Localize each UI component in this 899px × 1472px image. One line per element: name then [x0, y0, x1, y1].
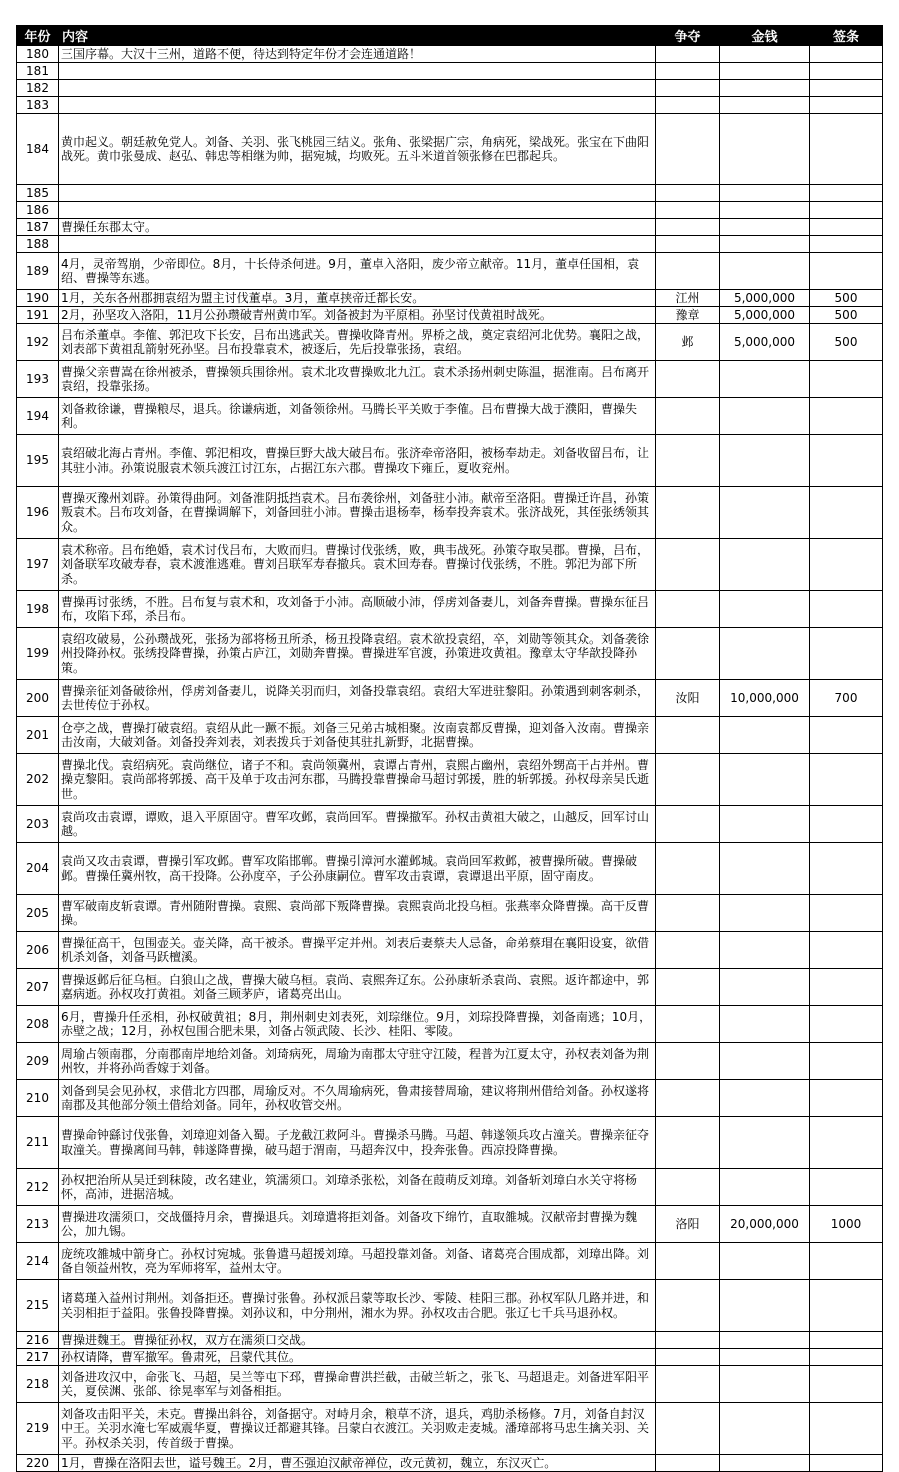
cell-year[interactable]: 202	[17, 754, 59, 806]
cell-contest[interactable]: 江州	[656, 290, 720, 307]
cell-year[interactable]: 194	[17, 398, 59, 435]
cell-lot[interactable]	[810, 435, 883, 487]
cell-content[interactable]: 曹操亲征刘备破徐州，俘虏刘备妻儿，说降关羽而归，刘备投靠袁绍。袁绍大军进驻黎阳。孙策遇到刺客刺杀，去世传位于孙权。	[59, 680, 656, 717]
cell-money[interactable]	[720, 969, 810, 1006]
table-row	[17, 1080, 883, 1117]
cell-content[interactable]	[59, 97, 656, 114]
cell-contest[interactable]: 洛阳	[656, 1206, 720, 1243]
cell-year[interactable]: 197	[17, 539, 59, 591]
cell-money[interactable]: 20,000,000	[720, 1206, 810, 1243]
cell-year[interactable]: 218	[17, 1366, 59, 1403]
cell-lot[interactable]	[810, 843, 883, 895]
cell-lot[interactable]	[810, 236, 883, 253]
cell-lot[interactable]	[810, 1006, 883, 1043]
cell-money[interactable]	[720, 253, 810, 290]
cell-content[interactable]	[59, 80, 656, 97]
cell-year[interactable]: 187	[17, 219, 59, 236]
cell-contest[interactable]	[656, 185, 720, 202]
cell-contest[interactable]: 邺	[656, 324, 720, 361]
cell-content[interactable]	[59, 63, 656, 80]
header-lot[interactable]: 签条	[810, 26, 883, 46]
table-row	[17, 680, 883, 717]
table-row	[17, 1403, 883, 1455]
cell-contest[interactable]	[656, 1349, 720, 1366]
cell-content[interactable]: 袁尚又攻击袁谭，曹操引军攻邺。曹军攻陷邯郸。曹操引漳河水灌邺城。袁尚回军救邺，被曹操所破。曹操破邺。曹操任冀州牧，高干投降。公孙度卒，子公孙康嗣位。曹军攻击袁谭，袁谭退出平原，固守南皮。	[59, 843, 656, 895]
cell-lot[interactable]	[810, 361, 883, 398]
table-row	[17, 932, 883, 969]
cell-year[interactable]: 182	[17, 80, 59, 97]
cell-content[interactable]: 曹操命钟繇讨伐张鲁，刘璋迎刘备入蜀。子龙截江救阿斗。曹操杀马腾。马超、韩遂领兵攻占潼关。曹操亲征夺取潼关。曹操离间马韩，韩遂降曹操，破马超于渭南，马超奔汉中，投奔张鲁。西凉投降曹操。	[59, 1117, 656, 1169]
cell-year[interactable]: 183	[17, 97, 59, 114]
cell-money[interactable]	[720, 1332, 810, 1349]
table-row	[17, 1349, 883, 1366]
cell-year[interactable]: 188	[17, 236, 59, 253]
table-row	[17, 1117, 883, 1169]
table-row	[17, 307, 883, 324]
cell-content[interactable]: 吕布杀董卓。李傕、郭汜攻下长安，吕布出逃武关。曹操收降青州。界桥之战，奠定袁绍河北优势。襄阳之战，刘表部下黄祖乱箭射死孙坚。吕布投靠袁术，被逐后，先后投靠张扬，袁绍。	[59, 324, 656, 361]
cell-contest[interactable]	[656, 80, 720, 97]
cell-money[interactable]	[720, 1366, 810, 1403]
cell-money[interactable]	[720, 1006, 810, 1043]
table-row	[17, 1455, 883, 1472]
cell-money[interactable]	[720, 1080, 810, 1117]
cell-lot[interactable]	[810, 63, 883, 80]
cell-content[interactable]: 周瑜占领南郡，分南郡南岸地给刘备。刘琦病死，周瑜为南郡太守驻守江陵，程普为江夏太守，孙权表刘备为荆州牧，并将孙尚香嫁于刘备。	[59, 1043, 656, 1080]
cell-year[interactable]: 206	[17, 932, 59, 969]
table-row	[17, 1280, 883, 1332]
cell-content[interactable]: 刘备救徐谦，曹操粮尽，退兵。徐谦病逝，刘备领徐州。马腾长平关败于李傕。吕布曹操大战于濮阳，曹操失利。	[59, 398, 656, 435]
cell-content[interactable]: 孙权请降，曹军撤军。鲁肃死，吕蒙代其位。	[59, 1349, 656, 1366]
cell-year[interactable]: 207	[17, 969, 59, 1006]
cell-contest[interactable]	[656, 398, 720, 435]
cell-lot[interactable]	[810, 1280, 883, 1332]
cell-year[interactable]: 190	[17, 290, 59, 307]
cell-contest[interactable]	[656, 1366, 720, 1403]
table-row	[17, 1243, 883, 1280]
table-row	[17, 1169, 883, 1206]
cell-contest[interactable]	[656, 591, 720, 628]
table-row	[17, 717, 883, 754]
table-row	[17, 1043, 883, 1080]
cell-contest[interactable]	[656, 1243, 720, 1280]
cell-money[interactable]: 5,000,000	[720, 290, 810, 307]
cell-money[interactable]	[720, 806, 810, 843]
table-row	[17, 236, 883, 253]
cell-money[interactable]	[720, 895, 810, 932]
cell-content[interactable]: 1月，关东各州郡拥袁绍为盟主讨伐董卓。3月，董卓挟帝迁都长安。	[59, 290, 656, 307]
cell-money[interactable]	[720, 185, 810, 202]
cell-money[interactable]	[720, 1403, 810, 1455]
cell-money[interactable]	[720, 1243, 810, 1280]
cell-year[interactable]: 205	[17, 895, 59, 932]
cell-content[interactable]	[59, 236, 656, 253]
cell-content[interactable]: 曹操再讨张绣，不胜。吕布复与袁术和，攻刘备于小沛。高顺破小沛，俘虏刘备妻儿，刘备奔曹操。曹操东征吕布，攻陷下邳，杀吕布。	[59, 591, 656, 628]
cell-year[interactable]: 189	[17, 253, 59, 290]
table-row	[17, 628, 883, 680]
cell-money[interactable]	[720, 932, 810, 969]
table-row	[17, 361, 883, 398]
cell-year[interactable]: 200	[17, 680, 59, 717]
cell-money[interactable]	[720, 114, 810, 185]
cell-lot[interactable]	[810, 487, 883, 539]
cell-year[interactable]: 204	[17, 843, 59, 895]
table-row	[17, 253, 883, 290]
cell-money[interactable]	[720, 843, 810, 895]
cell-year[interactable]: 193	[17, 361, 59, 398]
cell-money[interactable]	[720, 717, 810, 754]
cell-lot[interactable]: 500	[810, 290, 883, 307]
cell-content[interactable]: 袁绍攻破易，公孙瓒战死，张扬为部将杨丑所杀，杨丑投降袁绍。袁术欲投袁绍，卒，刘勋等领其众。刘备袭徐州投降孙权。张绣投降曹操，孙策占庐江，刘勋奔曹操。曹操进军官渡，孙策进攻黄祖。豫章太守华歆投降孙策。	[59, 628, 656, 680]
cell-contest[interactable]	[656, 361, 720, 398]
cell-contest[interactable]	[656, 1117, 720, 1169]
table-row	[17, 324, 883, 361]
cell-money[interactable]	[720, 219, 810, 236]
cell-year[interactable]: 219	[17, 1403, 59, 1455]
cell-year[interactable]: 184	[17, 114, 59, 185]
cell-money[interactable]	[720, 754, 810, 806]
cell-lot[interactable]	[810, 1455, 883, 1472]
cell-lot[interactable]	[810, 1043, 883, 1080]
cell-money[interactable]: 10,000,000	[720, 680, 810, 717]
cell-contest[interactable]	[656, 1080, 720, 1117]
cell-contest[interactable]	[656, 1280, 720, 1332]
cell-lot[interactable]	[810, 717, 883, 754]
cell-lot[interactable]	[810, 1403, 883, 1455]
cell-contest[interactable]	[656, 1006, 720, 1043]
table-row	[17, 435, 883, 487]
cell-content[interactable]: 曹操进攻濡须口，交战僵持月余，曹操退兵。刘璋遣将拒刘备。刘备攻下绵竹，直取雒城。汉献帝封曹操为魏公，加九锡。	[59, 1206, 656, 1243]
cell-content[interactable]: 庞统攻雒城中箭身亡。孙权讨宛城。张鲁遣马超援刘璋。马超投靠刘备。刘备、诸葛亮合围成都，刘璋出降。刘备自领益州牧，亮为军师将军，益州太守。	[59, 1243, 656, 1280]
header-contest[interactable]: 争夺	[656, 26, 720, 46]
cell-money[interactable]	[720, 236, 810, 253]
table-row	[17, 539, 883, 591]
cell-lot[interactable]	[810, 628, 883, 680]
cell-lot[interactable]	[810, 539, 883, 591]
cell-contest[interactable]	[656, 202, 720, 219]
cell-year[interactable]: 203	[17, 806, 59, 843]
cell-money[interactable]	[720, 97, 810, 114]
cell-content[interactable]: 曹操返邺后征乌桓。白狼山之战，曹操大破乌桓。袁尚、袁熙奔辽东。公孙康斩杀袁尚、袁熙。返许都途中，郭嘉病逝。孙权攻打黄祖。刘备三顾茅庐，诸葛亮出山。	[59, 969, 656, 1006]
table-row	[17, 185, 883, 202]
table-row	[17, 591, 883, 628]
cell-lot[interactable]: 700	[810, 680, 883, 717]
cell-lot[interactable]: 500	[810, 307, 883, 324]
cell-lot[interactable]: 500	[810, 324, 883, 361]
cell-content[interactable]: 曹军破南皮斩袁谭。青州随附曹操。袁熙、袁尚部下叛降曹操。袁熙袁尚北投乌桓。张燕率众降曹操。高干反曹操。	[59, 895, 656, 932]
cell-year[interactable]: 208	[17, 1006, 59, 1043]
cell-year[interactable]: 180	[17, 46, 59, 63]
cell-year[interactable]: 214	[17, 1243, 59, 1280]
cell-contest[interactable]	[656, 754, 720, 806]
cell-contest[interactable]	[656, 932, 720, 969]
cell-contest[interactable]	[656, 435, 720, 487]
cell-lot[interactable]	[810, 969, 883, 1006]
cell-lot[interactable]	[810, 1117, 883, 1169]
cell-contest[interactable]	[656, 487, 720, 539]
cell-lot[interactable]	[810, 398, 883, 435]
cell-year[interactable]: 215	[17, 1280, 59, 1332]
cell-year[interactable]: 192	[17, 324, 59, 361]
cell-lot[interactable]	[810, 591, 883, 628]
cell-content[interactable]: 刘备进攻汉中，命张飞、马超，吴兰等屯下邳，曹操命曹洪拦截，击破兰斩之，张飞、马超退走。刘备进军阳平关，夏侯渊、张郃、徐晃率军与刘备相拒。	[59, 1366, 656, 1403]
cell-content[interactable]: 仓亭之战，曹操打破袁绍。袁绍从此一蹶不振。刘备三兄弟古城相聚。汝南袁都反曹操，迎刘备入汝南。曹操亲击汝南，大破刘备。刘备投奔刘表，刘表拨兵于刘备使其驻扎新野，北据曹操。	[59, 717, 656, 754]
cell-lot[interactable]	[810, 185, 883, 202]
cell-money[interactable]	[720, 361, 810, 398]
cell-content[interactable]: 刘备到吴会见孙权，求借北方四郡，周瑜反对。不久周瑜病死，鲁肃接替周瑜，建议将荆州借给刘备。孙权遂将南郡及其他部分领土借给刘备。同年，孙权收管交州。	[59, 1080, 656, 1117]
table-row	[17, 487, 883, 539]
table-row	[17, 398, 883, 435]
cell-lot[interactable]	[810, 895, 883, 932]
cell-content[interactable]: 曹操征高干，包围壶关。壶关降，高干被杀。曹操平定并州。刘表后妻蔡夫人忌备，命弟蔡瑁在襄阳设宴，欲借机杀刘备，刘备马跃檀溪。	[59, 932, 656, 969]
cell-year[interactable]: 216	[17, 1332, 59, 1349]
cell-lot[interactable]	[810, 97, 883, 114]
cell-year[interactable]: 186	[17, 202, 59, 219]
cell-money[interactable]: 5,000,000	[720, 324, 810, 361]
cell-money[interactable]	[720, 80, 810, 97]
cell-contest[interactable]	[656, 1332, 720, 1349]
cell-money[interactable]	[720, 1117, 810, 1169]
cell-year[interactable]: 220	[17, 1455, 59, 1472]
cell-lot[interactable]	[810, 1169, 883, 1206]
cell-content[interactable]: 曹操灭豫州刘辟。孙策得曲阿。刘备淮阴抵挡袁术。吕布袭徐州，刘备驻小沛。献帝至洛阳。曹操迁许昌，孙策叛袁术。吕布攻刘备，在曹操调解下，刘备回驻小沛。曹操击退杨奉，杨奉投奔袁术。张济战死，其侄张绣领其众。	[59, 487, 656, 539]
cell-year[interactable]: 185	[17, 185, 59, 202]
cell-lot[interactable]	[810, 114, 883, 185]
cell-money[interactable]	[720, 46, 810, 63]
cell-year[interactable]: 195	[17, 435, 59, 487]
cell-lot[interactable]	[810, 1366, 883, 1403]
table-row	[17, 219, 883, 236]
cell-year[interactable]: 212	[17, 1169, 59, 1206]
table-row	[17, 46, 883, 63]
table-row	[17, 80, 883, 97]
cell-contest[interactable]	[656, 843, 720, 895]
cell-content[interactable]: 袁尚攻击袁谭，谭败，退入平原固守。曹军攻邺，袁尚回军。曹操撤军。孙权击黄祖大破之，山越反，回军讨山越。	[59, 806, 656, 843]
cell-contest[interactable]	[656, 236, 720, 253]
cell-contest[interactable]: 汝阳	[656, 680, 720, 717]
cell-money[interactable]	[720, 628, 810, 680]
cell-contest[interactable]	[656, 1455, 720, 1472]
table-row	[17, 1332, 883, 1349]
cell-year[interactable]: 217	[17, 1349, 59, 1366]
cell-lot[interactable]	[810, 1332, 883, 1349]
cell-money[interactable]	[720, 1455, 810, 1472]
table-row	[17, 114, 883, 185]
cell-contest[interactable]	[656, 717, 720, 754]
table-row	[17, 754, 883, 806]
cell-money[interactable]	[720, 63, 810, 80]
cell-lot[interactable]	[810, 202, 883, 219]
cell-contest[interactable]	[656, 806, 720, 843]
cell-content[interactable]: 三国序幕。大汉十三州，道路不便，待达到特定年份才会连通道路！	[59, 46, 656, 63]
cell-year[interactable]: 196	[17, 487, 59, 539]
cell-content[interactable]: 2月，孙坚攻入洛阳，11月公孙瓒破青州黄巾军。刘备被封为平原相。孙坚讨伐黄祖时战死。	[59, 307, 656, 324]
table-row	[17, 63, 883, 80]
cell-content[interactable]: 曹操进魏王。曹操征孙权，双方在濡须口交战。	[59, 1332, 656, 1349]
cell-content[interactable]: 黄巾起义。朝廷赦免党人。刘备、关羽、张飞桃园三结义。张角、张梁据广宗，角病死，梁战死。张宝在下曲阳战死。黄巾张曼成、赵弘、韩忠等相继为帅，据宛城，均败死。五斗米道首领张修在巴郡起兵。	[59, 114, 656, 185]
table-row	[17, 806, 883, 843]
cell-contest[interactable]	[656, 1043, 720, 1080]
cell-content[interactable]: 诸葛瑾入益州讨荆州。刘备拒还。曹操讨张鲁。孙权派吕蒙等取长沙、零陵、桂阳三郡。孙权军队几路并进，和关羽相拒于益阳。张鲁投降曹操。刘孙议和，中分荆州，湘水为界。孙权攻击合肥。张辽七千兵马退孙权。	[59, 1280, 656, 1332]
cell-money[interactable]: 5,000,000	[720, 307, 810, 324]
cell-contest[interactable]	[656, 628, 720, 680]
cell-year[interactable]: 191	[17, 307, 59, 324]
cell-content[interactable]: 刘备攻击阳平关，未克。曹操出斜谷，刘备据守。对峙月余，粮草不济，退兵，鸡肋杀杨修。7月，刘备自封汉中王。关羽水淹七军威震华夏，曹操议迁都避其锋。吕蒙白衣渡江。关羽败走麦城。潘璋部将马忠生擒关羽、关平。孙权杀关羽，传首级于曹操。	[59, 1403, 656, 1455]
cell-year[interactable]: 209	[17, 1043, 59, 1080]
table-row	[17, 1006, 883, 1043]
cell-contest[interactable]: 豫章	[656, 307, 720, 324]
cell-money[interactable]	[720, 1280, 810, 1332]
cell-lot[interactable]	[810, 1349, 883, 1366]
header-row	[17, 26, 883, 46]
cell-content[interactable]	[59, 202, 656, 219]
cell-contest[interactable]	[656, 63, 720, 80]
table-row	[17, 202, 883, 219]
cell-year[interactable]: 181	[17, 63, 59, 80]
cell-year[interactable]: 211	[17, 1117, 59, 1169]
cell-content[interactable]: 6月，曹操升任丞相，孙权破黄祖；8月，荆州刺史刘表死，刘琮继位。9月，刘琮投降曹操，刘备南逃；10月，赤壁之战；12月，孙权包围合肥未果，刘备占领武陵、长沙、桂阳、零陵。	[59, 1006, 656, 1043]
cell-contest[interactable]	[656, 253, 720, 290]
cell-year[interactable]: 201	[17, 717, 59, 754]
cell-content[interactable]	[59, 185, 656, 202]
cell-content[interactable]: 曹操父亲曹嵩在徐州被杀，曹操领兵围徐州。袁术北攻曹操败北九江。袁术杀扬州刺史陈温，据淮南。吕布离开袁绍，投靠张扬。	[59, 361, 656, 398]
cell-contest[interactable]	[656, 97, 720, 114]
table-row	[17, 1206, 883, 1243]
table-row	[17, 895, 883, 932]
cell-lot[interactable]	[810, 932, 883, 969]
cell-content[interactable]: 曹操北伐。袁绍病死。袁尚继位，诸子不和。袁尚领冀州，袁谭占青州，袁熙占幽州，袁绍外甥高干占并州。曹操克黎阳。袁尚部将郭援、高干及单于攻击河东郡，马腾投靠曹操命马超讨郭援，胜的斩郭援。孙权母亲吴氏逝世。	[59, 754, 656, 806]
table-row	[17, 97, 883, 114]
cell-content[interactable]: 曹操任东郡太守。	[59, 219, 656, 236]
cell-contest[interactable]	[656, 895, 720, 932]
cell-money[interactable]	[720, 435, 810, 487]
cell-money[interactable]	[720, 1349, 810, 1366]
table-row	[17, 290, 883, 307]
cell-content[interactable]: 1月，曹操在洛阳去世，谥号魏王。2月，曹丕强迫汉献帝禅位，改元黄初，魏立，东汉灭亡。	[59, 1455, 656, 1472]
table-row	[17, 1366, 883, 1403]
cell-lot[interactable]	[810, 253, 883, 290]
cell-content[interactable]: 袁术称帝。吕布绝婚，袁术讨伐吕布，大败而归。曹操讨伐张绣，败，典韦战死。孙策夺取吴郡。曹操，吕布，刘备联军攻破寿春，袁术渡淮逃难。曹刘吕联军寿春撤兵。袁术回寿春。曹操讨伐张绣，不胜。郭汜为部下所杀。	[59, 539, 656, 591]
cell-year[interactable]: 210	[17, 1080, 59, 1117]
cell-lot[interactable]	[810, 80, 883, 97]
cell-money[interactable]	[720, 539, 810, 591]
history-timeline-sheet	[16, 25, 883, 1472]
cell-lot[interactable]	[810, 1243, 883, 1280]
cell-money[interactable]	[720, 591, 810, 628]
cell-lot[interactable]	[810, 1080, 883, 1117]
header-money[interactable]: 金钱	[720, 26, 810, 46]
cell-lot[interactable]: 1000	[810, 1206, 883, 1243]
cell-money[interactable]	[720, 1043, 810, 1080]
header-year[interactable]: 年份	[17, 26, 59, 46]
cell-contest[interactable]	[656, 219, 720, 236]
cell-contest[interactable]	[656, 1403, 720, 1455]
cell-year[interactable]: 198	[17, 591, 59, 628]
table-row	[17, 843, 883, 895]
cell-money[interactable]	[720, 487, 810, 539]
cell-content[interactable]: 4月，灵帝驾崩，少帝即位。8月，十长侍杀何进。9月，董卓入洛阳，废少帝立献帝。11月，董卓任国相，袁绍、曹操等东逃。	[59, 253, 656, 290]
cell-lot[interactable]	[810, 219, 883, 236]
cell-contest[interactable]	[656, 539, 720, 591]
cell-lot[interactable]	[810, 806, 883, 843]
cell-content[interactable]: 袁绍破北海占青州。李傕、郭汜相攻，曹操巨野大战大破吕布。张济牵帝洛阳，被杨奉劫走。刘备收留吕布，让其驻小沛。孙策说服袁术领兵渡江讨江东，占据江东六郡。曹操攻下雍丘，夏收兖州。	[59, 435, 656, 487]
table-row	[17, 969, 883, 1006]
table-body	[17, 46, 883, 1472]
cell-year[interactable]: 199	[17, 628, 59, 680]
cell-contest[interactable]	[656, 969, 720, 1006]
cell-money[interactable]	[720, 398, 810, 435]
cell-money[interactable]	[720, 1169, 810, 1206]
header-content[interactable]: 内容	[59, 26, 656, 46]
cell-contest[interactable]	[656, 46, 720, 63]
cell-contest[interactable]	[656, 114, 720, 185]
cell-content[interactable]: 孙权把治所从吴迁到秣陵，改名建业，筑濡须口。刘璋杀张松，刘备在葭萌反刘璋。刘备斩刘璋白水关守将杨怀，高沛，进据涪城。	[59, 1169, 656, 1206]
cell-lot[interactable]	[810, 754, 883, 806]
cell-money[interactable]	[720, 202, 810, 219]
cell-year[interactable]: 213	[17, 1206, 59, 1243]
cell-lot[interactable]	[810, 46, 883, 63]
cell-contest[interactable]	[656, 1169, 720, 1206]
